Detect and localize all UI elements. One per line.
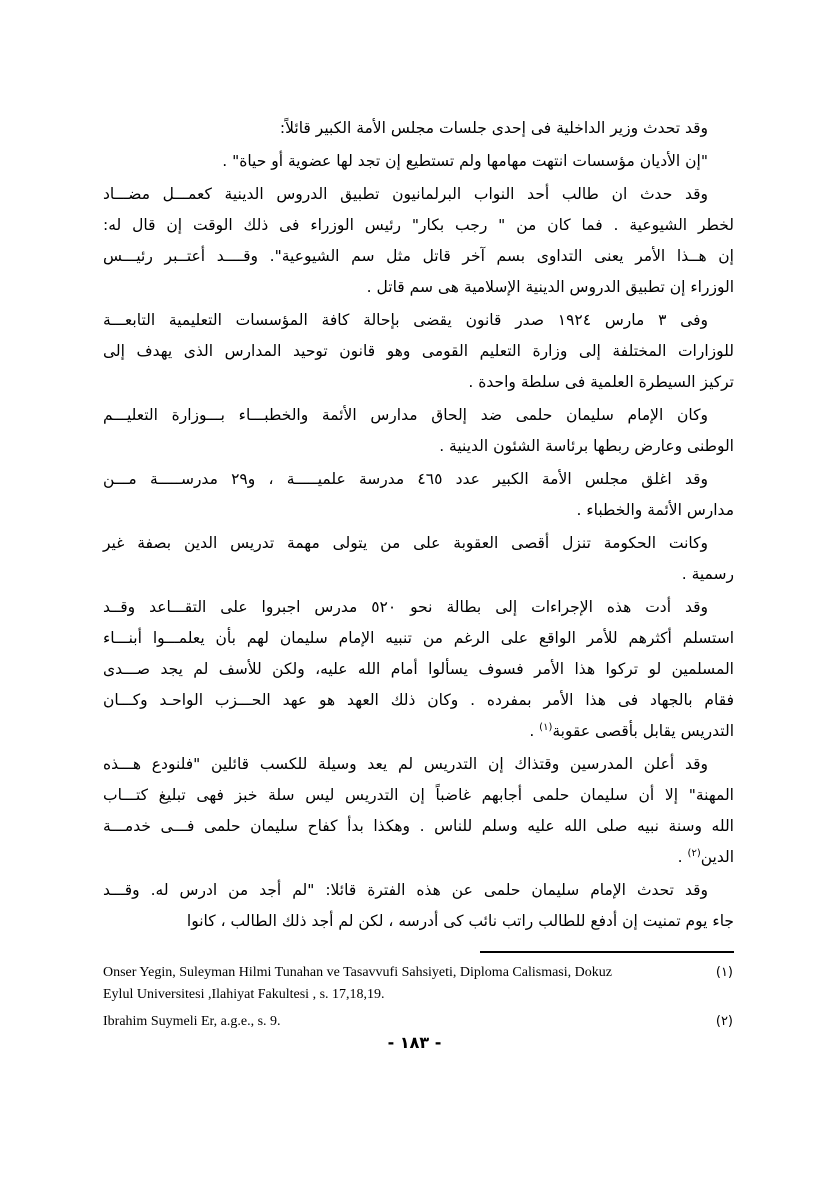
text-line-content: التدريس يقابل بأقصى عقوبة bbox=[552, 722, 734, 740]
paragraph bbox=[103, 875, 734, 937]
text-line bbox=[103, 210, 734, 241]
sentence-end: . bbox=[677, 848, 688, 866]
text-line bbox=[103, 146, 734, 177]
paragraph bbox=[103, 749, 734, 873]
text-line-content: تركيز السيطرة العلمية فى سلطة واحدة . bbox=[468, 373, 734, 391]
text-line bbox=[103, 811, 734, 842]
text-line-content: الوطنى وعارض ربطها برئاسة الشئون الدينية . bbox=[439, 437, 734, 455]
text-line-content: مدارس الأئمة والخطباء . bbox=[576, 501, 734, 519]
text-line-content: للوزارات المختلفة إلى وزارة التعليم القومى وهو قانون توحيد المدارس الذى يهدف إلى bbox=[103, 342, 734, 360]
text-line bbox=[103, 528, 734, 559]
text-line-content: "إن الأديان مؤسسات انتهت مهامها ولم تستطيع إن تجد لها عضوية أو حياة" . bbox=[222, 152, 708, 170]
footnote-line: Eylul Universitesi ,Ilahiyat Fakultesi , s. 17,18,19. bbox=[103, 987, 385, 1002]
text-line bbox=[103, 875, 734, 906]
footnote-2 bbox=[103, 1011, 733, 1033]
text-line-content: إن هــذا الأمر يعنى التداوى بسم آخر قاتل مثل سم الشيوعية". وقــــد أعتــبر رئيـــس bbox=[103, 247, 734, 265]
text-line bbox=[103, 906, 734, 937]
text-line-content: وقد تحدث وزير الداخلية فى إحدى جلسات مجلس الأمة الكبير قائلاً: bbox=[279, 119, 708, 137]
text-line-content: الوزراء إن تطبيق الدروس الدينية الإسلامية هى سم قاتل . bbox=[366, 278, 734, 296]
text-line bbox=[103, 716, 734, 747]
text-line-content: وقد أدت هذه الإجراءات إلى بطالة نحو ٥٢٠ مدرس اجبروا على التقـــاعد وقــد bbox=[103, 598, 709, 616]
paragraph bbox=[103, 146, 734, 177]
text-line-content: وكانت الحكومة تنزل أقصى العقوبة على من يتولى مهمة تدريس الدين بصفة غير bbox=[103, 534, 708, 552]
text-line bbox=[103, 749, 734, 780]
footnote-reference[interactable]: (٢) bbox=[687, 847, 701, 859]
text-line bbox=[103, 495, 734, 526]
footnote-1 bbox=[103, 962, 733, 1006]
text-line bbox=[103, 654, 734, 685]
text-line-content: المهنة" إلا أن سليمان حلمى أجابهم غاضباً إن التدريس ليس سلة خبز فهى تبليغ كتـــاب bbox=[103, 786, 734, 804]
paragraph bbox=[103, 400, 734, 462]
text-line-content: وقد اغلق مجلس الأمة الكبير عدد ٤٦٥ مدرسة علميـــــة ، و٢٩ مدرســـــة مـــن bbox=[103, 470, 708, 488]
paragraph bbox=[103, 464, 734, 526]
text-line bbox=[103, 464, 734, 495]
text-line-content: لخطر الشيوعية . فما كان من " رجب بكار" رئيس الوزراء فى ذلك الوقت إن قال له: bbox=[103, 216, 734, 234]
footnote-reference[interactable]: (١) bbox=[539, 721, 553, 733]
text-line bbox=[103, 113, 734, 144]
sentence-end: . bbox=[529, 722, 540, 740]
paragraph bbox=[103, 179, 734, 303]
text-line bbox=[103, 400, 734, 431]
text-line bbox=[103, 842, 734, 873]
paragraph bbox=[103, 528, 734, 590]
text-line bbox=[103, 431, 734, 462]
footnote-line: Ibrahim Suymeli Er, a.g.e., s. 9. bbox=[103, 1014, 281, 1029]
text-line bbox=[103, 179, 734, 210]
footnote-number: (٢) bbox=[715, 1014, 733, 1029]
text-line-content: الدين bbox=[700, 848, 734, 866]
text-line-content: استسلم أكثرهم للأمر الواقع على الرغم من تنبيه الإمام سليمان لهم بأن يعلمـــوا أبنـــاء bbox=[103, 629, 734, 647]
text-line-content: وفى ٣ مارس ١٩٢٤ صدر قانون يقضى بإحالة كافة المؤسسات التعليمية التابعـــة bbox=[103, 311, 708, 329]
text-line-content: المسلمين لو تركوا هذا الأمر فسوف يسألوا أمام الله عليه، ولكن للأسف لم يجد صـــدى bbox=[103, 660, 734, 678]
text-line bbox=[103, 559, 734, 590]
text-line bbox=[103, 592, 734, 623]
text-line-content: وقد أعلن المدرسين وقتذاك إن التدريس لم يعد وسيلة للكسب قائلين "فلنودع هـــذه bbox=[103, 755, 708, 773]
footnote-number: (١) bbox=[715, 965, 733, 980]
text-line bbox=[103, 336, 734, 367]
text-line bbox=[103, 305, 734, 336]
paragraph bbox=[103, 113, 734, 144]
text-line-content: فقام بالجهاد فى هذا الأمر بمفرده . وكان ذلك العهد هو عهد الحـــزب الواحـد وكـــان bbox=[103, 691, 734, 709]
text-line-content: رسمية . bbox=[681, 565, 734, 583]
body-text bbox=[103, 113, 734, 939]
text-line bbox=[103, 367, 734, 398]
text-line-content: وقد حدث ان طالب أحد النواب البرلمانيون تطبيق الدروس الدينية كعمـــل مضـــاد bbox=[103, 185, 708, 203]
text-line-content: وكان الإمام سليمان حلمى ضد إلحاق مدارس الأئمة والخطبـــاء بـــوزارة التعليـــم bbox=[103, 406, 708, 424]
text-line-content: جاء يوم تمنيت إن أدفع للطالب راتب نائب كى أدرسه ، لكن لم أجد ذلك الطالب ، كانوا bbox=[186, 912, 734, 930]
text-line bbox=[103, 780, 734, 811]
footnote-line: Onser Yegin, Suleyman Hilmi Tunahan ve Tasavvufi Sahsiyeti, Diploma Calismasi, Dokuz bbox=[103, 965, 612, 980]
paragraph bbox=[103, 592, 734, 747]
text-line bbox=[103, 241, 734, 272]
text-line-content: وقد تحدث الإمام سليمان حلمى عن هذه الفترة قائلا: "لم أجد من ادرس له. وقـــد bbox=[103, 881, 708, 899]
paragraph bbox=[103, 305, 734, 398]
text-line bbox=[103, 685, 734, 716]
footnote-separator bbox=[480, 951, 734, 953]
text-line bbox=[103, 623, 734, 654]
text-line bbox=[103, 272, 734, 303]
page-number: - ١٨٣ - bbox=[387, 1033, 442, 1052]
text-line-content: الله وسنة نبيه صلى الله عليه وسلم للناس . وهكذا بدأ كفاح سليمان حلمى فـــى خدمـــة bbox=[103, 817, 734, 835]
